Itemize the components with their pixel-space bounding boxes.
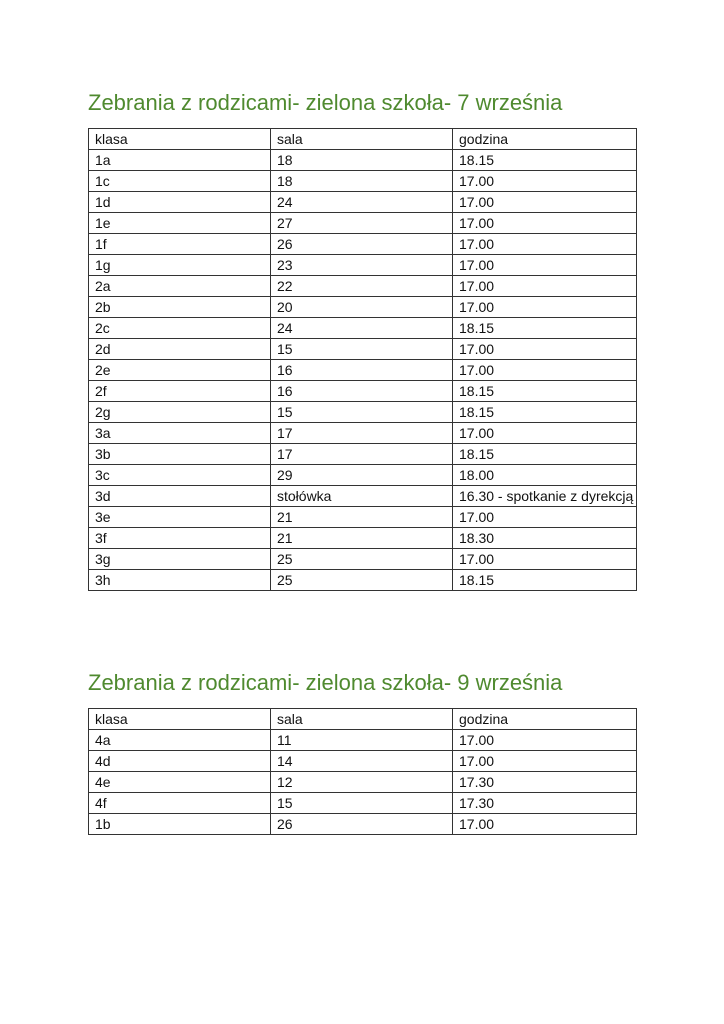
- sala-cell: 25: [271, 549, 453, 570]
- klasa-cell: 3h: [89, 570, 271, 591]
- godzina-cell: 17.00: [453, 730, 637, 751]
- table-row: [89, 402, 637, 423]
- klasa-cell: 2b: [89, 297, 271, 318]
- table-row: [89, 318, 637, 339]
- table-row: [89, 570, 637, 591]
- godzina-cell: 18.30: [453, 528, 637, 549]
- sala-cell: 11: [271, 730, 453, 751]
- table-row: [89, 793, 637, 814]
- sala-cell: 16: [271, 381, 453, 402]
- sala-cell: 18: [271, 171, 453, 192]
- table-row: [89, 192, 637, 213]
- table-header-row: [89, 129, 637, 150]
- klasa-cell: 2a: [89, 276, 271, 297]
- godzina-cell: 17.00: [453, 360, 637, 381]
- sala-cell: 25: [271, 570, 453, 591]
- godzina-cell: 17.00: [453, 213, 637, 234]
- klasa-cell: 3e: [89, 507, 271, 528]
- section-title: Zebrania z rodzicami- zielona szkoła- 9 września: [88, 670, 563, 695]
- klasa-cell: 1g: [89, 255, 271, 276]
- klasa-cell: 1e: [89, 213, 271, 234]
- sala-cell: 14: [271, 751, 453, 772]
- column-header: sala: [271, 709, 453, 730]
- sala-cell: 16: [271, 360, 453, 381]
- table-row: [89, 255, 637, 276]
- godzina-cell: 18.15: [453, 402, 637, 423]
- section-title: Zebrania z rodzicami- zielona szkoła- 7 września: [88, 90, 563, 115]
- klasa-cell: 1d: [89, 192, 271, 213]
- table-row: [89, 528, 637, 549]
- table-row: [89, 444, 637, 465]
- sala-cell: 21: [271, 507, 453, 528]
- godzina-cell: 18.15: [453, 444, 637, 465]
- table-row: [89, 360, 637, 381]
- sala-cell: 15: [271, 793, 453, 814]
- schedule-table: [88, 128, 637, 591]
- klasa-cell: 2f: [89, 381, 271, 402]
- klasa-cell: 3g: [89, 549, 271, 570]
- godzina-cell: 17.00: [453, 339, 637, 360]
- klasa-cell: 3f: [89, 528, 271, 549]
- sala-cell: stołówka: [271, 486, 453, 507]
- section-9-wrzesnia: [88, 668, 636, 835]
- klasa-cell: 3d: [89, 486, 271, 507]
- sala-cell: 24: [271, 318, 453, 339]
- godzina-cell: 18.00: [453, 465, 637, 486]
- klasa-cell: 1a: [89, 150, 271, 171]
- table-row: [89, 772, 637, 793]
- table-row: [89, 465, 637, 486]
- sala-cell: 17: [271, 423, 453, 444]
- sala-cell: 17: [271, 444, 453, 465]
- column-header: sala: [271, 129, 453, 150]
- sala-cell: 24: [271, 192, 453, 213]
- sala-cell: 20: [271, 297, 453, 318]
- schedule-table: [88, 708, 637, 835]
- table-row: [89, 549, 637, 570]
- column-header: godzina: [453, 709, 637, 730]
- klasa-cell: 4e: [89, 772, 271, 793]
- godzina-cell: 17.00: [453, 423, 637, 444]
- table-row: [89, 814, 637, 835]
- godzina-cell: 17.00: [453, 549, 637, 570]
- klasa-cell: 2g: [89, 402, 271, 423]
- table-row: [89, 297, 637, 318]
- klasa-cell: 3c: [89, 465, 271, 486]
- table-row: [89, 507, 637, 528]
- sala-cell: 15: [271, 402, 453, 423]
- godzina-cell: 17.00: [453, 234, 637, 255]
- table-row: [89, 234, 637, 255]
- table-row: [89, 751, 637, 772]
- godzina-cell: 18.15: [453, 150, 637, 171]
- table-row: [89, 150, 637, 171]
- godzina-cell: 17.00: [453, 171, 637, 192]
- klasa-cell: 3b: [89, 444, 271, 465]
- sala-cell: 26: [271, 814, 453, 835]
- godzina-cell: 18.15: [453, 318, 637, 339]
- godzina-cell: 17.30: [453, 772, 637, 793]
- sala-cell: 21: [271, 528, 453, 549]
- section-7-wrzesnia: [88, 88, 636, 591]
- klasa-cell: 1b: [89, 814, 271, 835]
- klasa-cell: 2d: [89, 339, 271, 360]
- klasa-cell: 1f: [89, 234, 271, 255]
- table-row: [89, 730, 637, 751]
- sala-cell: 15: [271, 339, 453, 360]
- godzina-cell: 17.00: [453, 192, 637, 213]
- table-row: [89, 213, 637, 234]
- klasa-cell: 4a: [89, 730, 271, 751]
- table-row: [89, 381, 637, 402]
- table-header-row: [89, 709, 637, 730]
- godzina-cell: 18.15: [453, 381, 637, 402]
- sala-cell: 22: [271, 276, 453, 297]
- table-row: [89, 339, 637, 360]
- klasa-cell: 2c: [89, 318, 271, 339]
- godzina-cell: 17.30: [453, 793, 637, 814]
- godzina-cell: 17.00: [453, 507, 637, 528]
- sala-cell: 23: [271, 255, 453, 276]
- table-row: [89, 423, 637, 444]
- godzina-cell: 18.15: [453, 570, 637, 591]
- godzina-cell: 17.00: [453, 297, 637, 318]
- godzina-cell: 17.00: [453, 814, 637, 835]
- table-row: [89, 276, 637, 297]
- godzina-cell: 17.00: [453, 255, 637, 276]
- sala-cell: 26: [271, 234, 453, 255]
- godzina-cell: 16.30 - spotkanie z dyrekcją: [453, 486, 637, 507]
- godzina-cell: 17.00: [453, 751, 637, 772]
- sala-cell: 18: [271, 150, 453, 171]
- sala-cell: 29: [271, 465, 453, 486]
- column-header: klasa: [89, 129, 271, 150]
- table-row: [89, 486, 637, 507]
- klasa-cell: 1c: [89, 171, 271, 192]
- table-row: [89, 171, 637, 192]
- godzina-cell: 17.00: [453, 276, 637, 297]
- klasa-cell: 2e: [89, 360, 271, 381]
- column-header: godzina: [453, 129, 637, 150]
- column-header: klasa: [89, 709, 271, 730]
- sala-cell: 12: [271, 772, 453, 793]
- klasa-cell: 4f: [89, 793, 271, 814]
- sala-cell: 27: [271, 213, 453, 234]
- klasa-cell: 4d: [89, 751, 271, 772]
- klasa-cell: 3a: [89, 423, 271, 444]
